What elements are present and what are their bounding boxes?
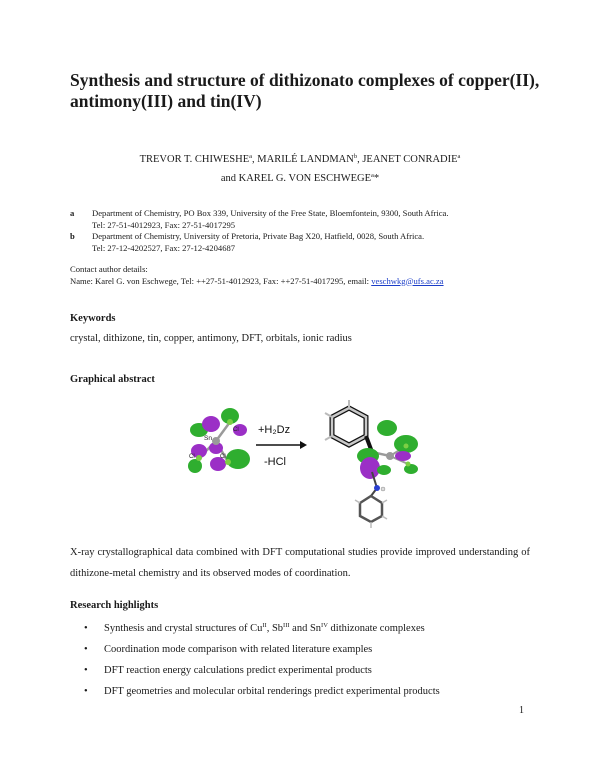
page-number: 1 xyxy=(519,705,524,716)
affiliation-mark: b xyxy=(353,153,358,160)
bullet-icon: • xyxy=(84,665,88,676)
affiliation-address: Department of Chemistry, PO Box 339, University of the Free State, Bloemfontein, 9300, South Africa. xyxy=(92,208,449,218)
and-word: and xyxy=(220,173,236,184)
atom-label: Cl xyxy=(233,427,239,433)
orbital-lobe-purple xyxy=(202,416,220,432)
phenyl-ring xyxy=(360,496,382,522)
bullet-icon: • xyxy=(84,623,88,634)
keywords-heading: Keywords xyxy=(70,313,116,324)
author-name: MARILÉ LANDMAN xyxy=(257,154,354,165)
bond xyxy=(382,516,387,519)
paper-title: Synthesis and structure of dithizonato complexes of copper(II), antimony(III) and tin(IV) xyxy=(70,70,540,111)
oxidation-state: III xyxy=(283,622,290,629)
atom-label: Cl xyxy=(220,454,226,460)
author-name: KAREL G. VON ESCHWEGE xyxy=(238,173,372,184)
highlight-text: dithizonate complexes xyxy=(327,623,425,634)
orbital-lobe-green xyxy=(377,465,391,475)
affiliation-tag: a xyxy=(70,208,75,218)
affiliation-b xyxy=(70,231,530,255)
affiliation-a xyxy=(70,208,530,232)
nitrogen-atom xyxy=(374,485,380,491)
chlorine-atom xyxy=(227,419,233,425)
reaction-arrow-head-icon xyxy=(300,441,307,449)
reaction-arrow-group xyxy=(256,424,307,468)
affiliation-tag: b xyxy=(70,231,75,241)
contact-info: Name: Karel G. von Eschwege, Tel: ++27-51-4012923, Fax: ++27-51-4017295, email: xyxy=(70,275,372,286)
author-list xyxy=(70,150,530,188)
research-highlights-heading: Research highlights xyxy=(70,600,159,611)
product-complex-structure xyxy=(325,400,418,528)
oxidation-state: II xyxy=(262,622,267,629)
affiliation-address: Department of Chemistry, University of Pretoria, Private Bag X20, Hatfield, 0028, South Africa. xyxy=(92,231,425,241)
orbital-lobe-purple xyxy=(360,457,380,479)
contact-details xyxy=(70,264,540,287)
byproduct-label: -HCl xyxy=(264,456,286,468)
atom-label: Cl xyxy=(189,454,195,460)
author-line-2 xyxy=(70,169,530,188)
chlorine-atom xyxy=(196,455,202,461)
corresponding-author-mark: * xyxy=(373,173,380,184)
highlight-text: DFT reaction energy calculations predict experimental products xyxy=(104,665,372,676)
abstract-text: X-ray crystallographical data combined with DFT computational studies provide improved understanding of dithizone-metal chemistry and its observed modes of coordination. xyxy=(70,547,530,579)
affiliation-phone: Tel: 27-12-4202527, Fax: 27-12-4204687 xyxy=(92,242,236,253)
highlight-text: Coordination mode comparison with related literature examples xyxy=(104,644,373,655)
atom-label: Sn xyxy=(204,435,212,442)
contact-line xyxy=(70,276,540,288)
highlight-text: Synthesis and crystal structures of Cu xyxy=(104,623,263,634)
chlorine-atom xyxy=(406,462,411,467)
chlorine-atom xyxy=(404,444,409,449)
affiliation-mark: a xyxy=(457,153,461,160)
highlight-text: and Sn xyxy=(289,623,322,634)
author-name: JEANET CONRADIE xyxy=(362,154,458,165)
tin-atom xyxy=(386,452,394,460)
oxidation-state: IV xyxy=(321,622,328,629)
graphical-abstract-figure xyxy=(186,396,426,536)
reactant-sncl3-structure xyxy=(188,408,250,473)
bond xyxy=(355,500,360,503)
tin-atom xyxy=(212,437,220,445)
highlight-item xyxy=(84,618,524,639)
author-name: TREVOR T. CHIWESHE xyxy=(139,154,250,165)
research-highlights-list xyxy=(84,618,524,702)
phenyl-ring-highlight xyxy=(332,408,366,445)
affiliation-mark: a xyxy=(249,153,253,160)
highlight-item xyxy=(84,660,524,681)
affiliation-mark: a xyxy=(371,172,374,179)
highlight-item xyxy=(84,639,524,660)
email-link[interactable]: veschwkg@ufs.ac.za xyxy=(371,275,444,286)
bond xyxy=(382,500,387,503)
bullet-icon: • xyxy=(84,644,88,655)
keywords-text: crystal, dithizone, tin, copper, antimony, DFT, orbitals, ionic radius xyxy=(70,333,352,344)
contact-label: Contact author details: xyxy=(70,264,148,274)
orbital-lobe-green xyxy=(377,420,397,436)
chlorine-atom xyxy=(225,459,231,465)
affiliation-phone: Tel: 27-51-4012923, Fax: 27-51-4017295 xyxy=(92,219,236,230)
author-line-1: TREVOR T. CHIWESHE$^a$, MARILÉ LANDMAN$^b$, JEANET CONRADIE$^a$ xyxy=(139,153,461,165)
highlight-text: , Sb xyxy=(266,623,284,634)
reagent-label: +H₂Dz xyxy=(258,424,291,436)
bullet-icon: • xyxy=(84,686,88,697)
graphical-abstract-heading: Graphical abstract xyxy=(70,374,155,385)
orbital-lobe-purple xyxy=(395,451,411,461)
orbital-lobe-green xyxy=(226,449,250,469)
highlight-item xyxy=(84,681,524,702)
hydrogen-atom xyxy=(381,487,385,491)
orbital-lobe-green xyxy=(188,459,202,473)
highlight-text: DFT geometries and molecular orbital renderings predict experimental products xyxy=(104,686,440,697)
